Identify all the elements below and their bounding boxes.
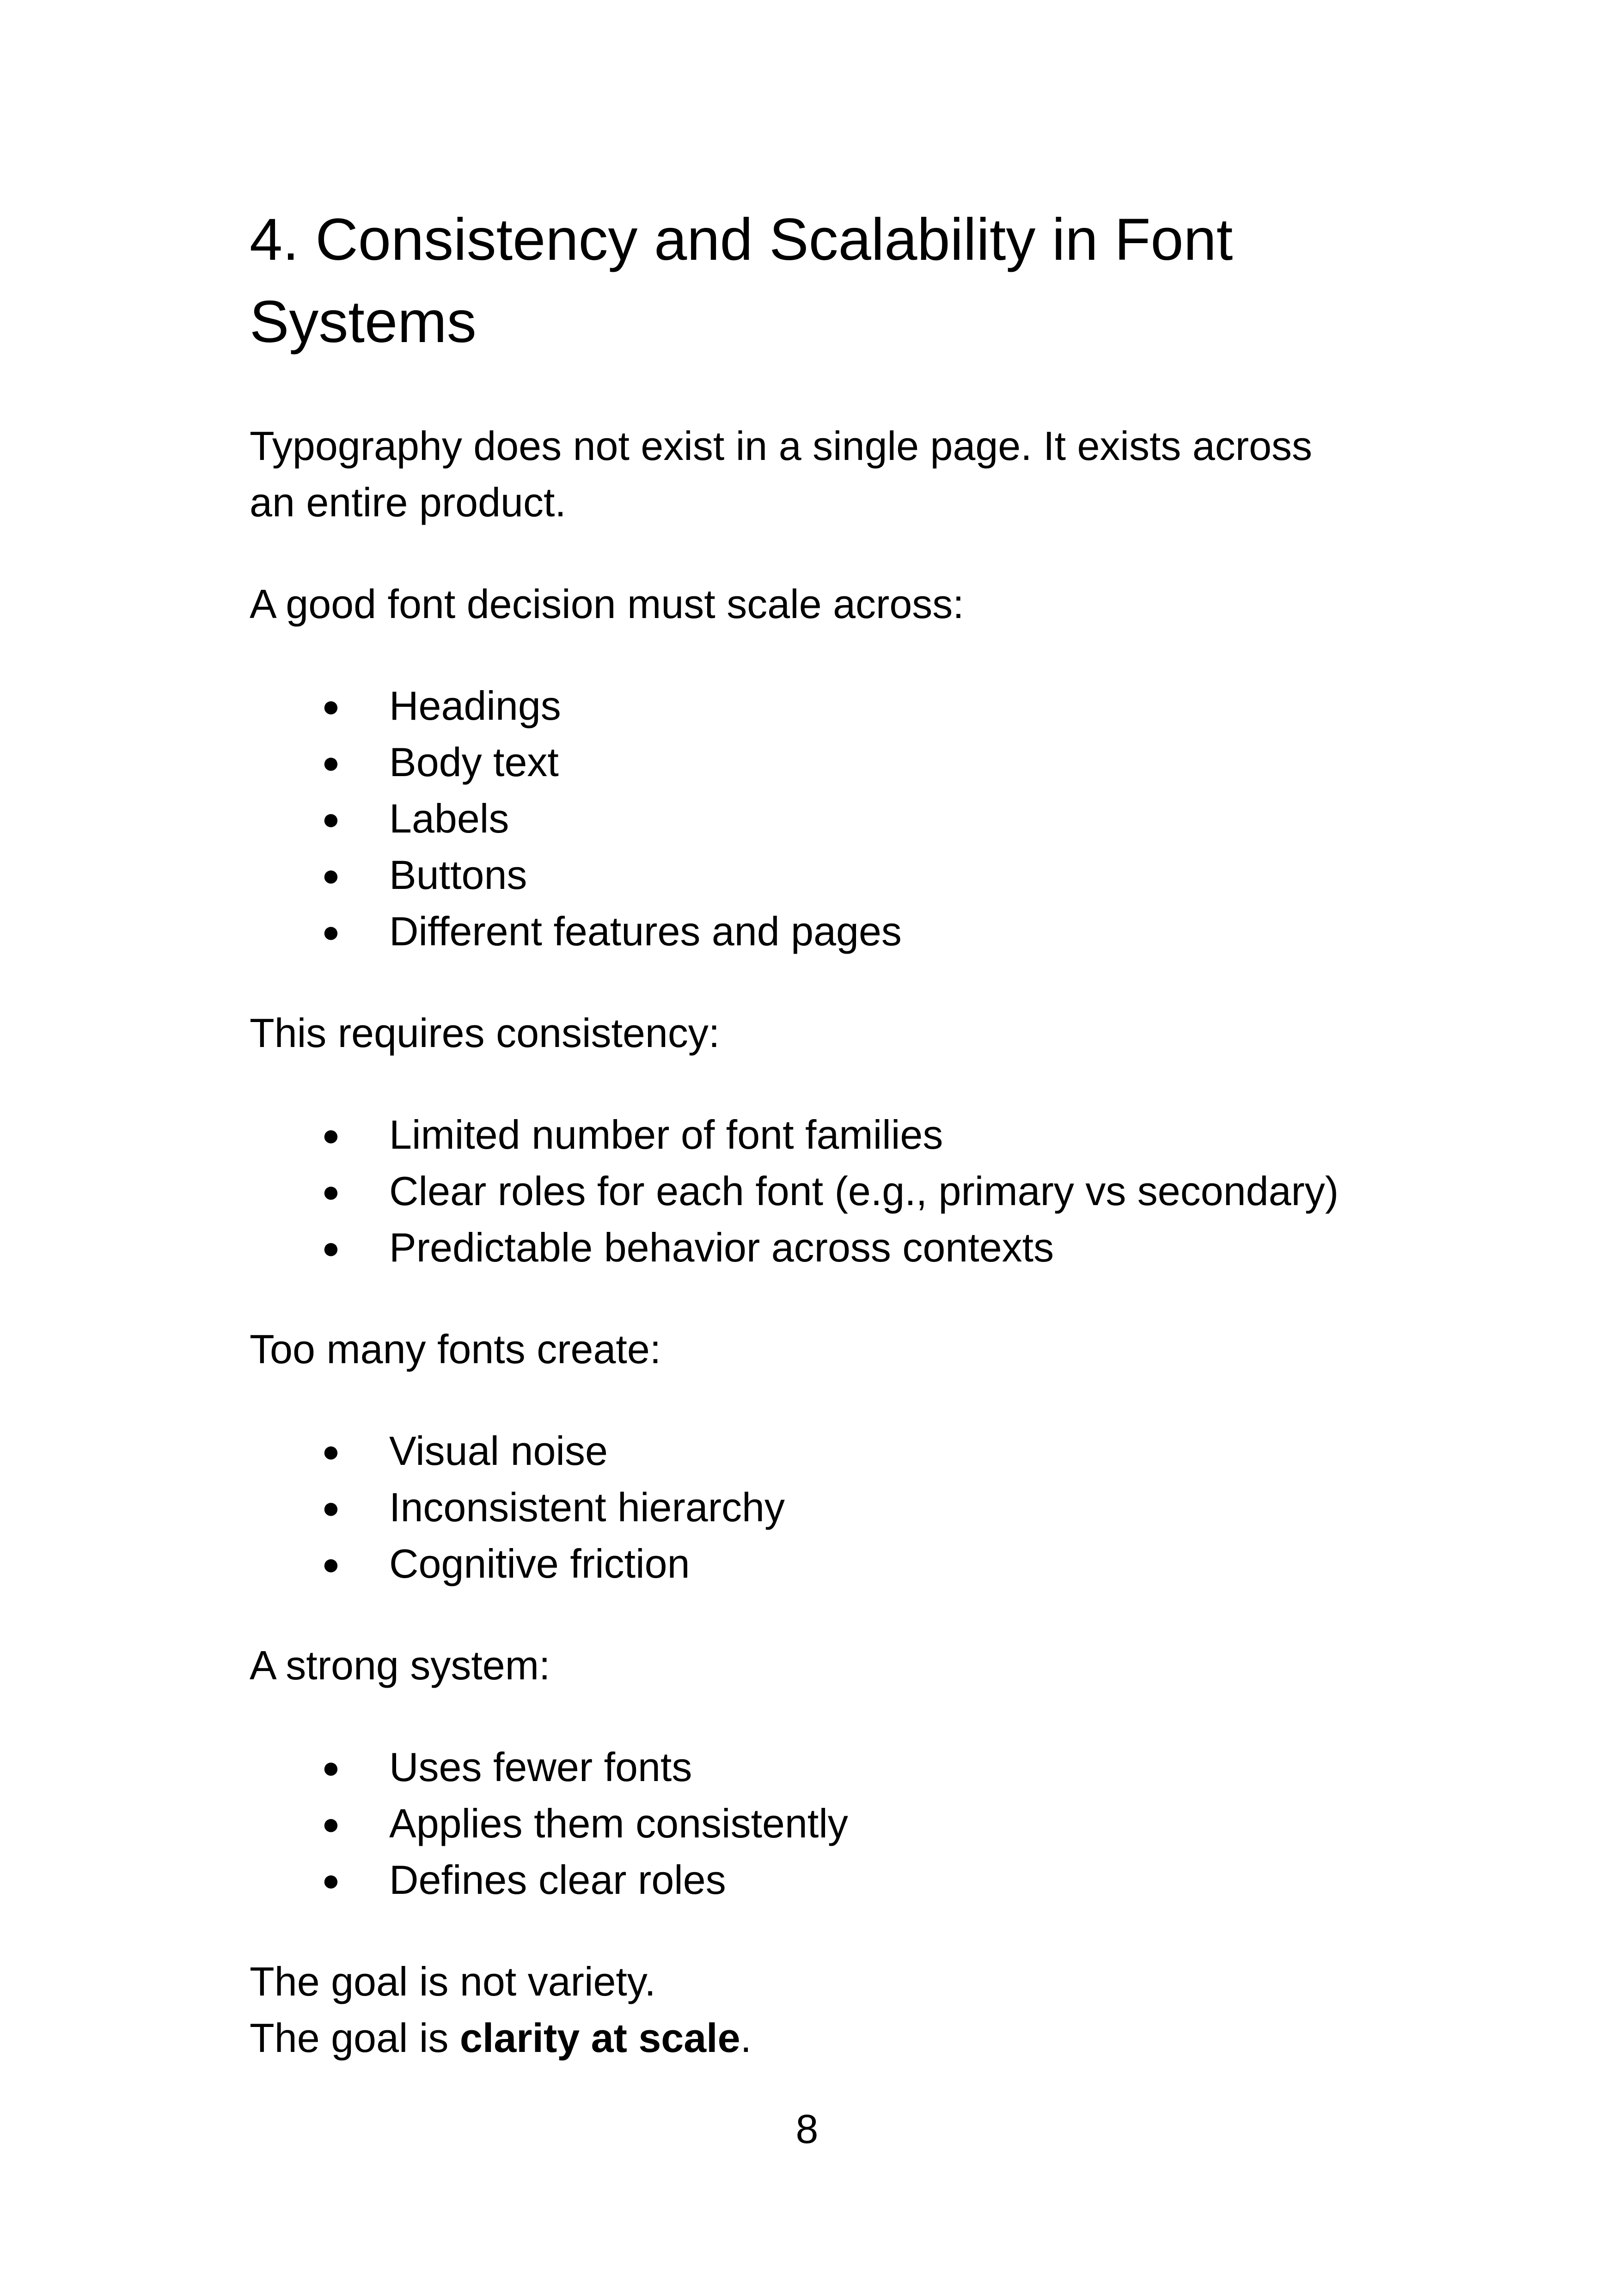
section2-lead: This requires consistency:	[250, 1010, 720, 1056]
bullet-icon: ●	[322, 1174, 340, 1208]
list-item-text: Limited number of font families	[389, 1112, 943, 1157]
list-item	[250, 1219, 1414, 1276]
bullet-icon: ●	[322, 1863, 340, 1897]
bullet-icon: ●	[322, 1547, 340, 1581]
bullet-icon: ●	[322, 745, 340, 779]
bullet-icon: ●	[322, 1434, 340, 1468]
list-item	[250, 1163, 1414, 1219]
bullet-icon: ●	[322, 1490, 340, 1525]
list-item-text: Different features and pages	[389, 908, 902, 954]
list-item-text: Visual noise	[389, 1428, 608, 1474]
bullet-icon: ●	[322, 1231, 340, 1265]
section4-lead: A strong system:	[250, 1642, 550, 1688]
list-item	[250, 1107, 1414, 1163]
bullet-icon: ●	[322, 914, 340, 949]
section1-lead: A good font decision must scale across:	[250, 581, 964, 627]
section2-list	[250, 1107, 1414, 1276]
closing-line-2-suffix: .	[740, 2015, 752, 2061]
list-item	[250, 1479, 1414, 1536]
intro-line-2: an entire product.	[250, 479, 566, 525]
bullet-icon: ●	[322, 1118, 340, 1152]
list-item-text: Inconsistent hierarchy	[389, 1484, 785, 1530]
bullet-icon: ●	[322, 858, 340, 892]
list-item	[250, 1852, 1414, 1908]
list-item-text: Defines clear roles	[389, 1857, 726, 1903]
bullet-icon: ●	[322, 1806, 340, 1841]
list-item	[250, 790, 1414, 847]
bullet-icon: ●	[322, 802, 340, 836]
section4-list	[250, 1739, 1414, 1908]
intro-line-1: Typography does not exist in a single page. It exists across	[250, 423, 1313, 469]
list-item	[250, 734, 1414, 790]
list-item-text: Buttons	[389, 852, 527, 898]
section-heading	[250, 199, 1414, 363]
closing-line-2-prefix: The goal is	[250, 2015, 460, 2061]
list-item	[250, 847, 1414, 903]
heading-line-1: 4. Consistency and Scalability in Font	[250, 207, 1233, 273]
list-item-text: Predictable behavior across contexts	[389, 1225, 1054, 1270]
closing-line-1: The goal is not variety.	[250, 1959, 656, 2004]
heading-line-2: Systems	[250, 289, 477, 355]
bullet-icon: ●	[322, 1750, 340, 1784]
list-item	[250, 1795, 1414, 1852]
list-item-text: Body text	[389, 739, 559, 785]
closing-emphasis: clarity at scale	[459, 2015, 740, 2061]
list-item	[250, 678, 1414, 734]
list-item-text: Clear roles for each font (e.g., primary vs secondary)	[389, 1168, 1339, 1214]
section3-list	[250, 1423, 1414, 1592]
document-page	[250, 199, 1414, 2066]
list-item	[250, 1423, 1414, 1479]
list-item	[250, 903, 1414, 960]
closing-paragraph	[250, 1953, 1414, 2066]
section3-lead: Too many fonts create:	[250, 1326, 661, 1372]
bullet-icon: ●	[322, 689, 340, 723]
list-item-text: Cognitive friction	[389, 1541, 690, 1586]
list-item	[250, 1739, 1414, 1795]
list-item-text: Labels	[389, 796, 509, 841]
closing-line-2	[250, 2015, 752, 2061]
list-item-text: Applies them consistently	[389, 1800, 848, 1846]
list-item	[250, 1536, 1414, 1592]
intro-paragraph	[250, 418, 1414, 531]
section1-list	[250, 678, 1414, 960]
list-item-text: Uses fewer fonts	[389, 1744, 692, 1790]
page-number: 8	[795, 2106, 819, 2152]
list-item-text: Headings	[389, 683, 561, 729]
